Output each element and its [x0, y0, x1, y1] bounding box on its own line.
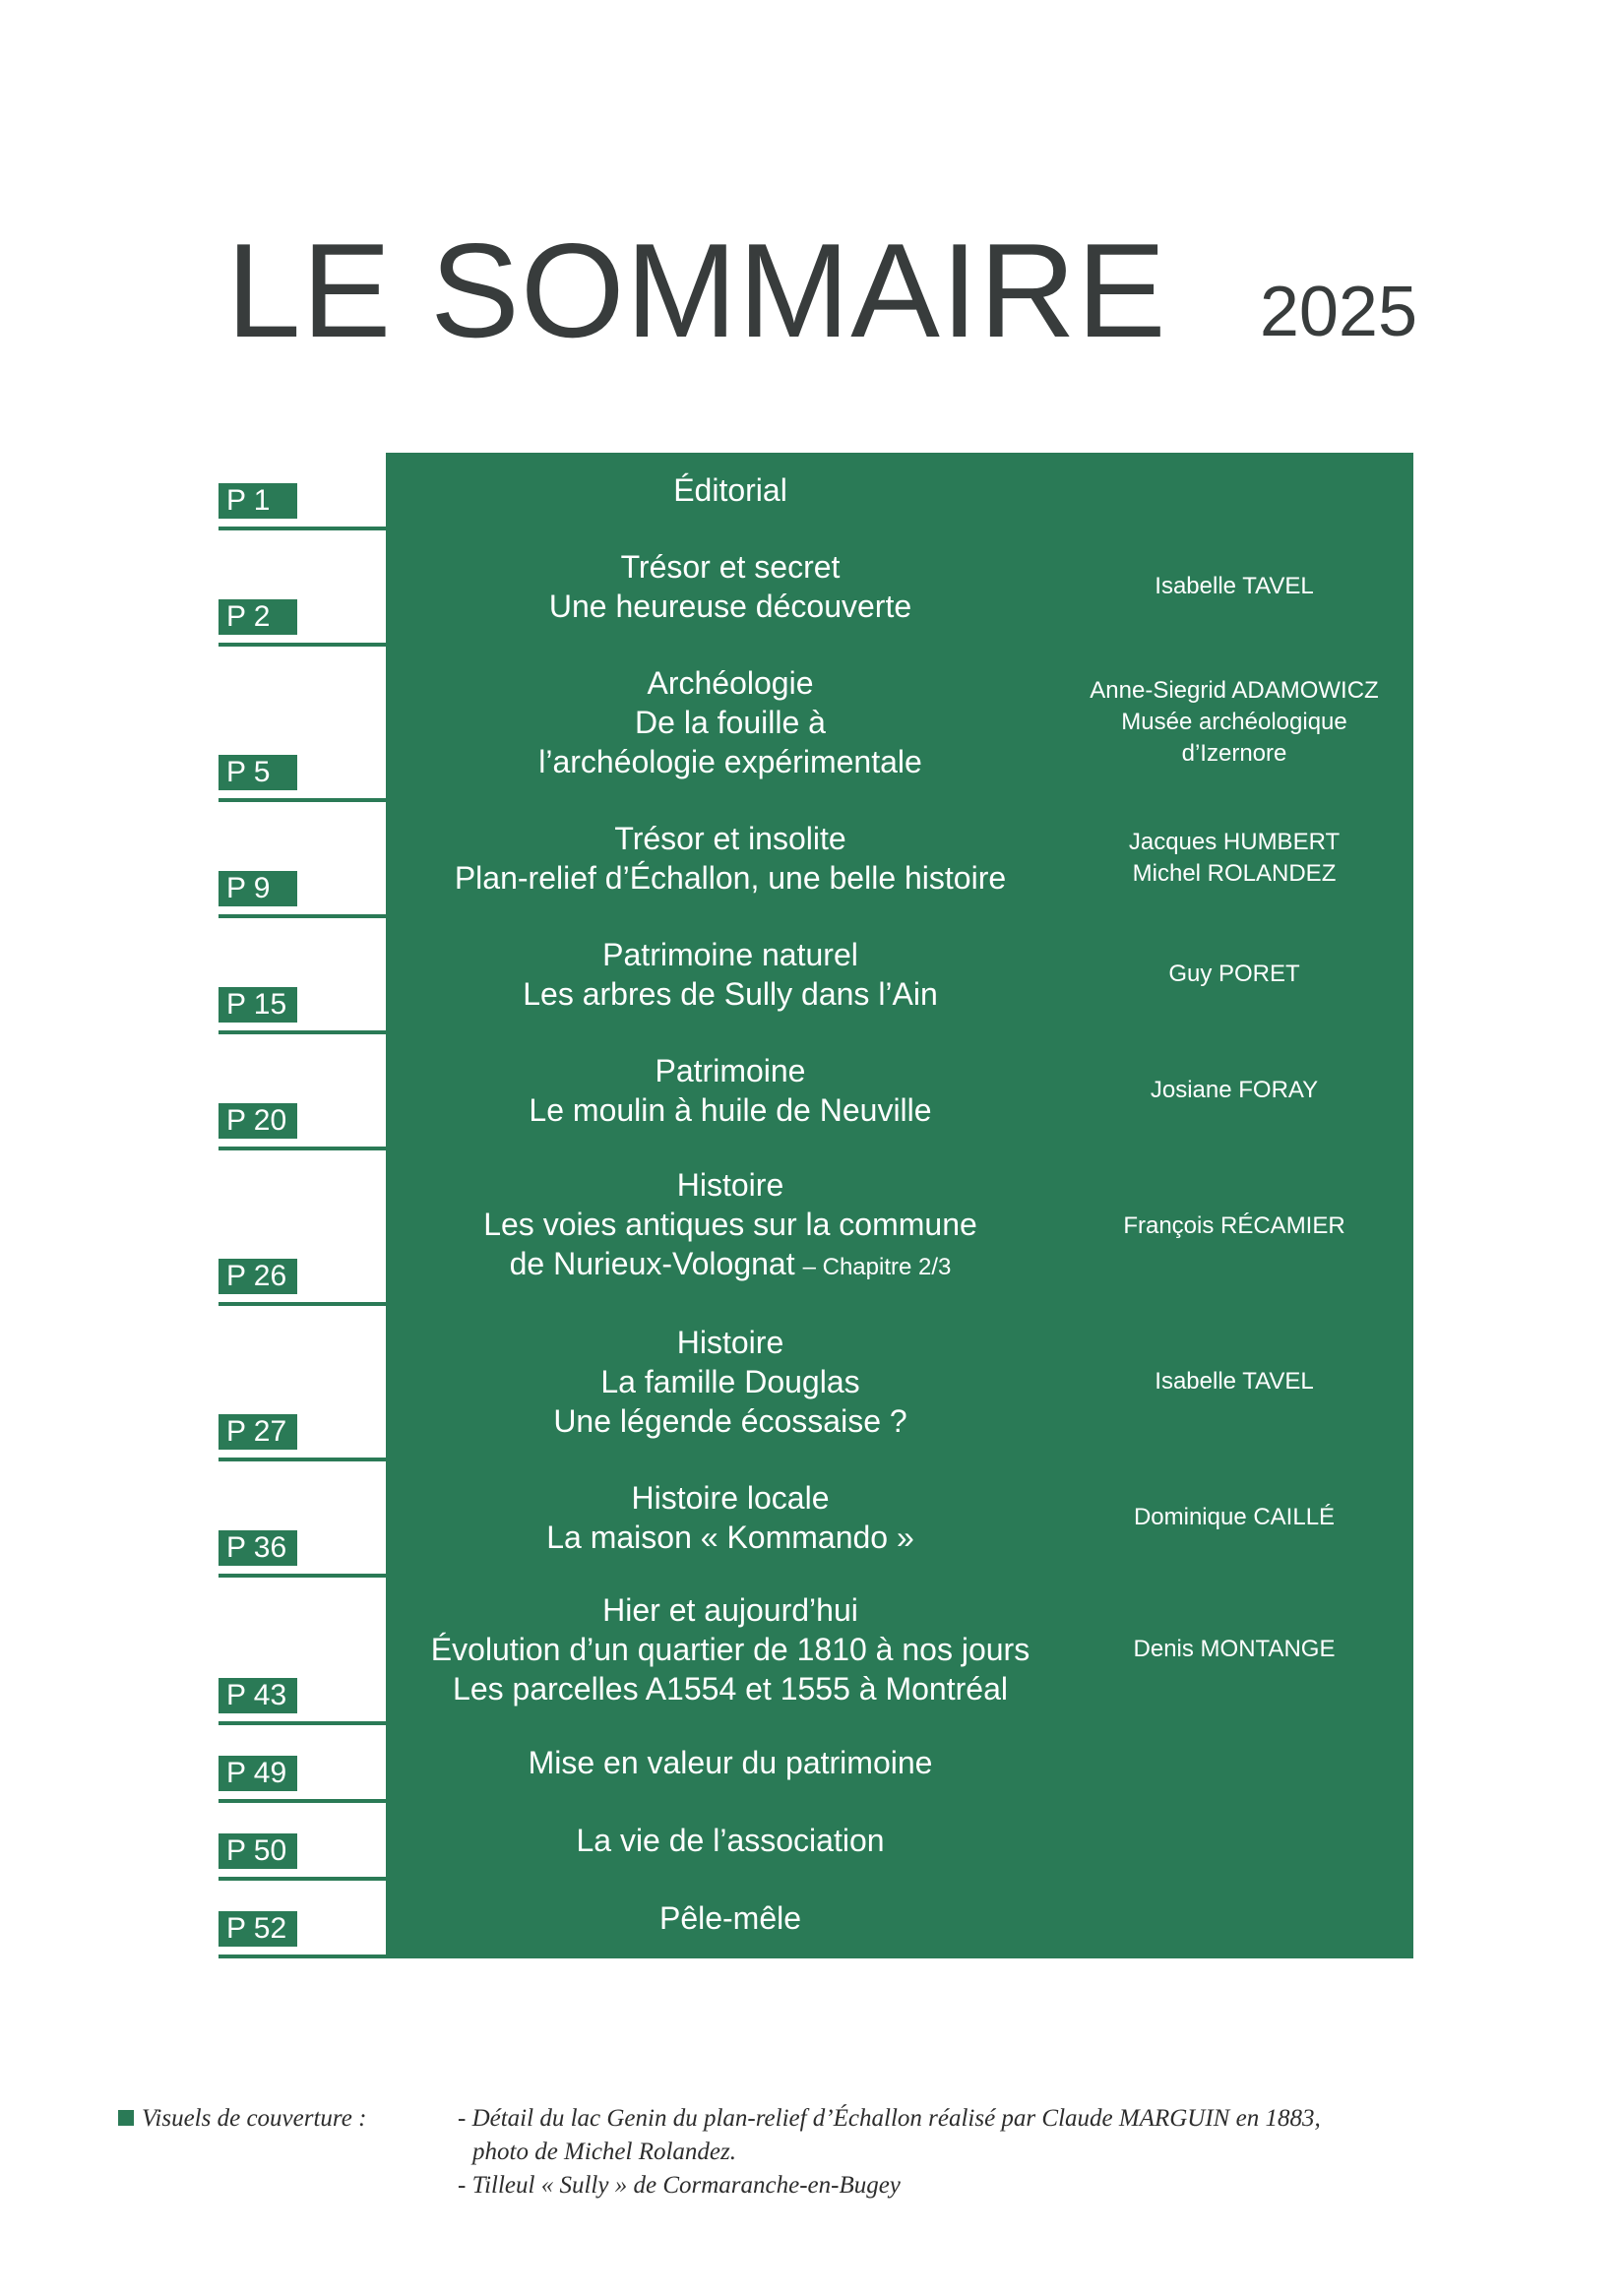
- article-title-line: [602, 935, 858, 974]
- article-title-line: [553, 1401, 906, 1441]
- article-titles: [386, 1578, 1075, 1721]
- page-number-badge: P 52: [219, 1911, 297, 1947]
- article-title-text: De la fouille à: [635, 705, 826, 740]
- article-title-text: Patrimoine naturel: [602, 937, 858, 972]
- author-line: Isabelle TAVEL: [1155, 1368, 1314, 1395]
- article-title-text: Une heureuse découverte: [548, 589, 912, 624]
- article-authors: [1055, 1578, 1413, 1721]
- article-authors: [1055, 1461, 1413, 1574]
- toc-row: [219, 1461, 1413, 1578]
- article-titles: [386, 802, 1075, 914]
- article-title-text: Trésor et insolite: [614, 821, 846, 856]
- article-titles: [386, 1306, 1075, 1458]
- article-title-text: Archéologie: [647, 665, 814, 701]
- article-title-text: Histoire: [676, 1167, 784, 1203]
- article-title-line: [635, 703, 826, 742]
- credit-line: - Tilleul « Sully » de Cormaranche-en-Bugey: [458, 2172, 901, 2199]
- article-title-text: Les arbres de Sully dans l’Ain: [523, 976, 938, 1012]
- toc-row: [219, 1725, 1413, 1803]
- article-authors: [1055, 1725, 1413, 1799]
- article-titles: [386, 1881, 1075, 1955]
- article-title-text: Histoire locale: [631, 1480, 830, 1516]
- article-title-text: Le moulin à huile de Neuville: [529, 1092, 932, 1128]
- article-title-line: [632, 1478, 830, 1518]
- page-number-badge: P 26: [219, 1259, 297, 1294]
- article-title-text: La vie de l’association: [576, 1822, 885, 1858]
- toc-row: [219, 1034, 1413, 1150]
- toc-row: [219, 1306, 1413, 1461]
- article-title-line: [602, 1590, 858, 1630]
- toc-row: [219, 1881, 1413, 1958]
- article-titles: [386, 1034, 1075, 1147]
- author-line: Josiane FORAY: [1150, 1077, 1319, 1103]
- article-title-text: de Nurieux-Volognat: [509, 1246, 795, 1281]
- article-title-line: [529, 1743, 933, 1782]
- author-line: Musée archéologique: [1121, 709, 1347, 735]
- article-title-text: l’archéologie expérimentale: [538, 744, 922, 779]
- article-title-line: [621, 547, 841, 587]
- article-titles: [386, 1803, 1075, 1877]
- article-title-line: [529, 1090, 931, 1130]
- page-number-badge: P 9: [219, 871, 297, 906]
- article-titles: [386, 1725, 1075, 1799]
- article-title-line: [673, 470, 787, 510]
- article-title-line: [648, 663, 814, 703]
- page-title: LE SOMMAIRE: [226, 216, 1167, 365]
- article-title-line: [656, 1051, 806, 1090]
- article-title-line: [523, 974, 938, 1014]
- article-title-line: [677, 1323, 783, 1362]
- toc-row: [219, 1150, 1413, 1306]
- article-authors: [1055, 918, 1413, 1030]
- author-line: François RÉCAMIER: [1123, 1212, 1345, 1239]
- article-authors: [1055, 1150, 1413, 1302]
- year-label: 2025: [1259, 273, 1417, 351]
- article-authors: [1055, 1803, 1413, 1877]
- article-titles: [386, 453, 1075, 527]
- author-line: Jacques HUMBERT: [1128, 829, 1341, 855]
- article-title-line: [431, 1630, 1030, 1669]
- author-line: Michel ROLANDEZ: [1132, 860, 1337, 887]
- article-title-text: Trésor et secret: [620, 549, 841, 585]
- toc-row: [219, 802, 1413, 918]
- toc-row: [219, 918, 1413, 1034]
- article-title-line: [483, 1205, 977, 1244]
- article-titles: [386, 1150, 1075, 1302]
- article-title-line: [538, 742, 922, 781]
- article-title-line: [576, 1821, 884, 1860]
- article-title-text: Mise en valeur du patrimoine: [528, 1744, 933, 1780]
- article-title-text: Patrimoine: [655, 1053, 806, 1088]
- toc-row: [219, 647, 1413, 802]
- article-title-line: [549, 587, 911, 626]
- article-title-text: Plan-relief d’Échallon, une belle histoire: [454, 860, 1007, 896]
- article-authors: [1055, 647, 1413, 798]
- table-of-contents: [219, 453, 1413, 1958]
- article-title-text: Histoire: [676, 1325, 784, 1360]
- article-title-text: La famille Douglas: [600, 1364, 860, 1399]
- article-title-line: [677, 1165, 783, 1205]
- article-title-line: [546, 1518, 914, 1557]
- author-line: Isabelle TAVEL: [1155, 573, 1314, 599]
- article-authors: [1055, 453, 1413, 527]
- page-number-badge: P 36: [219, 1530, 297, 1566]
- article-authors: [1055, 1881, 1413, 1955]
- toc-row: [219, 1803, 1413, 1881]
- page-number-badge: P 20: [219, 1103, 297, 1139]
- author-line: Denis MONTANGE: [1133, 1636, 1336, 1662]
- article-authors: [1055, 802, 1413, 914]
- article-title-line: [659, 1898, 801, 1938]
- article-title-text: Une légende écossaise ?: [553, 1403, 907, 1439]
- page-number-badge: P 5: [219, 755, 297, 790]
- article-title-text: La maison « Kommando »: [546, 1520, 914, 1555]
- article-title-line: [614, 819, 845, 858]
- article-authors: [1055, 1034, 1413, 1147]
- page-number-badge: P 15: [219, 987, 297, 1023]
- article-title-text: Les parcelles A1554 et 1555 à Montréal: [453, 1671, 1008, 1706]
- toc-row: [219, 453, 1413, 530]
- chapter-note: – Chapitre 2/3: [802, 1254, 952, 1280]
- page-number-badge: P 1: [219, 483, 297, 519]
- article-title-line: [455, 858, 1006, 898]
- article-title-line: [510, 1244, 952, 1287]
- author-line: Dominique CAILLÉ: [1133, 1504, 1336, 1530]
- cover-credits-label: Visuels de couverture :: [118, 2102, 366, 2136]
- page-number-badge: P 27: [219, 1414, 297, 1450]
- article-titles: [386, 1461, 1075, 1574]
- page-number-badge: P 43: [219, 1678, 297, 1713]
- article-title-text: Les voies antiques sur la commune: [483, 1207, 977, 1242]
- page-number-badge: P 2: [219, 599, 297, 635]
- article-title-line: [600, 1362, 859, 1401]
- square-bullet-icon: [118, 2110, 134, 2126]
- credit-line: photo de Michel Rolandez.: [472, 2139, 736, 2165]
- article-titles: [386, 918, 1075, 1030]
- article-authors: [1055, 1306, 1413, 1458]
- page-number-badge: P 49: [219, 1756, 297, 1791]
- toc-row-divider: [219, 1955, 1413, 1958]
- credit-line: - Détail du lac Genin du plan-relief d’Échallon réalisé par Claude MARGUIN en 1883,: [458, 2105, 1321, 2132]
- page-number-badge: P 50: [219, 1833, 297, 1869]
- article-title-text: Éditorial: [673, 471, 787, 508]
- cover-credits-lines: [458, 2102, 1321, 2203]
- author-line: Anne-Siegrid ADAMOWICZ: [1090, 677, 1379, 704]
- article-titles: [386, 530, 1075, 643]
- page-header: [226, 216, 1417, 365]
- article-title-text: Hier et aujourd’hui: [602, 1592, 858, 1628]
- article-title-text: Évolution d’un quartier de 1810 à nos jours: [430, 1632, 1031, 1667]
- author-line: d’Izernore: [1181, 740, 1287, 767]
- article-authors: [1055, 530, 1413, 643]
- toc-row: [219, 530, 1413, 647]
- article-title-text: Pêle-mêle: [658, 1899, 802, 1936]
- article-title-line: [453, 1669, 1008, 1708]
- toc-row: [219, 1578, 1413, 1725]
- author-line: Guy PORET: [1168, 961, 1300, 987]
- article-titles: [386, 647, 1075, 798]
